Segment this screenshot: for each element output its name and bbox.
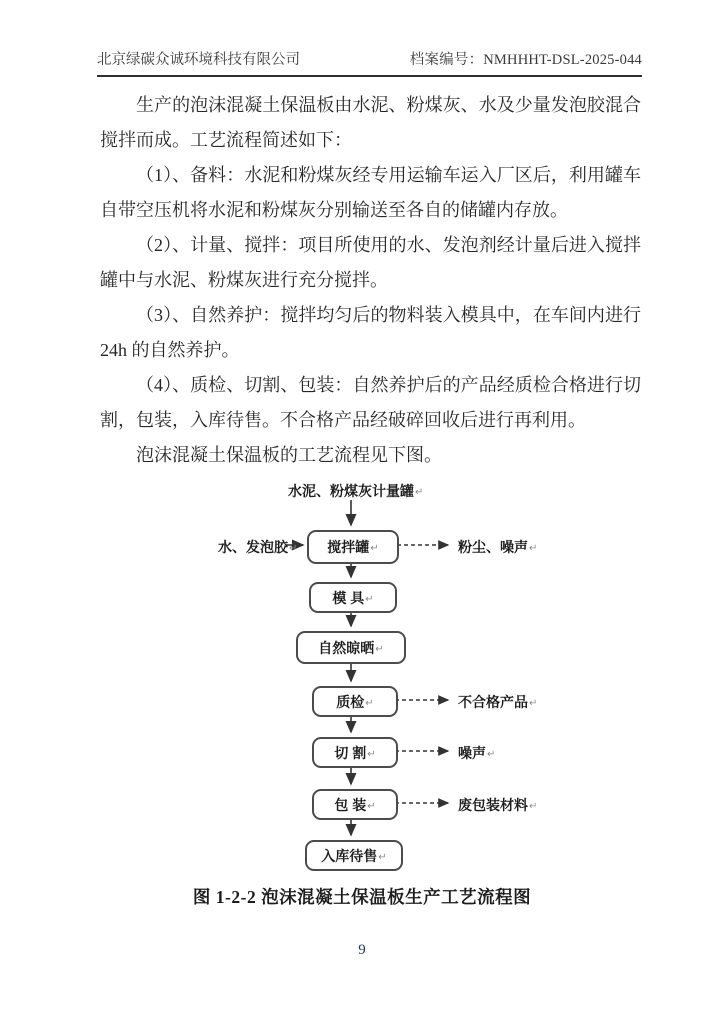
body-text — [100, 88, 641, 473]
paragraph-mark: ↵ — [365, 697, 374, 709]
paragraph-mark: ↵ — [378, 851, 387, 863]
paragraph-mark: ↵ — [375, 643, 384, 655]
flow-box-quality-check: 质检↵ — [312, 686, 398, 717]
figure-caption: 图 1-2-2 泡沫混凝土保温板生产工艺流程图 — [192, 887, 532, 907]
flow-box-packaging: 包 装↵ — [312, 789, 398, 820]
company-name: 北京绿碳众诚环境科技有限公司 — [97, 52, 300, 68]
page-number: 9 — [358, 942, 366, 958]
flow-box-natural-drying: 自然晾晒↵ — [296, 631, 406, 664]
paragraph-mark: ↵ — [367, 748, 376, 760]
flow-label-metering-tank: 水泥、粉煤灰计量罐↵ — [288, 483, 424, 499]
page-header — [97, 48, 642, 77]
paragraph-step2: （2）、计量、搅拌：项目所使用的水、发泡剂经计量后进入搅拌罐中与水泥、粉煤灰进行充分搅拌。 — [100, 235, 641, 290]
paragraph-step1: （1）、备料：水泥和粉煤灰经专用运输车运入厂区后，利用罐车自带空压机将水泥和粉煤灰分别输送至各自的储罐内存放。 — [100, 165, 641, 220]
flow-label-noise: 噪声↵ — [458, 745, 496, 761]
paragraph-mark: ↵ — [529, 543, 538, 554]
flow-label-dust-noise: 粉尘、噪声↵ — [458, 539, 538, 555]
paragraph-mark: ↵ — [487, 749, 496, 760]
paragraph-mark: ↵ — [289, 543, 298, 554]
flow-label-waste-packaging: 废包装材料↵ — [458, 797, 538, 813]
paragraph-intro: 生产的泡沫混凝土保温板由水泥、粉煤灰、水及少量发泡胶混合搅拌而成。工艺流程简述如下： — [100, 95, 641, 150]
paragraph-figure-ref: 泡沫混凝土保温板的工艺流程见下图。 — [136, 445, 442, 465]
paragraph-mark: ↵ — [365, 593, 374, 605]
flow-box-cutting: 切 割↵ — [312, 737, 398, 768]
flow-label-rejected-products: 不合格产品↵ — [458, 694, 538, 710]
flow-box-mixing-tank: 搅拌罐↵ — [307, 530, 399, 564]
paragraph-mark: ↵ — [529, 698, 538, 709]
paragraph-step3: （3）、自然养护：搅拌均匀后的物料装入模具中，在车间内进行 24h 的自然养护。 — [100, 305, 641, 360]
flow-label-water-foam: 水、发泡胶↵ — [218, 539, 298, 555]
archive-number: 档案编号：NMHHHT-DSL-2025-044 — [409, 52, 642, 68]
paragraph-step4: （4）、质检、切割、包装：自然养护后的产品经质检合格进行切割，包装，入库待售。不合格产品经破碎回收后进行再利用。 — [100, 375, 641, 430]
paragraph-mark: ↵ — [367, 800, 376, 812]
process-flowchart — [0, 478, 724, 878]
paragraph-mark: ↵ — [370, 543, 379, 554]
paragraph-mark: ↵ — [529, 801, 538, 812]
flow-box-warehouse: 入库待售↵ — [305, 840, 403, 871]
flow-box-mold: 模 具↵ — [309, 582, 397, 613]
paragraph-mark: ↵ — [415, 487, 424, 498]
